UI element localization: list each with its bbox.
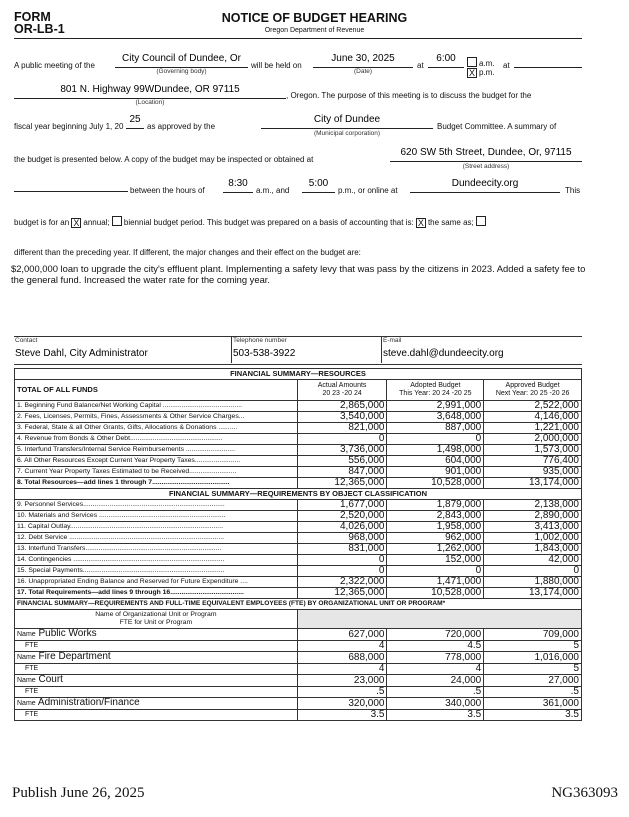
notice-text-4: fiscal year beginning July 1, 20 <box>14 122 124 131</box>
line-label: 3. Federal, State & all Other Grants, Gifts, Allocations & Donations .......... <box>15 423 298 434</box>
approved-value: 1,221,000 <box>484 423 582 434</box>
unit-row <box>15 698 582 710</box>
blank-field <box>14 185 128 192</box>
governing-body-value: City Council of Dundee, Or <box>122 53 241 64</box>
unit-name: Administration/Finance <box>37 697 140 708</box>
line-label: 2. Fees, Licenses, Permits, Fines, Assessments & Other Service Charges... <box>15 412 298 423</box>
actual-value: 847,000 <box>297 467 387 478</box>
header-divider <box>14 38 582 39</box>
adopted-value: 3,648,000 <box>387 412 484 423</box>
budget-changes-text: $2,000,000 loan to upgrade the city's effluent plant. Implementing a safety levy that was pass by the citizens in 2023. Added a safety fee to the general fund. Increased the water rate for the coming year. <box>11 263 586 285</box>
unit-row <box>15 675 582 687</box>
pm-label: p.m. <box>479 68 495 77</box>
adopted-value: 1,262,000 <box>387 544 484 555</box>
fte-value: 3.5 <box>297 710 387 721</box>
adopted-value: 10,528,000 <box>387 478 484 489</box>
requirements-row <box>15 566 582 577</box>
unit-name: Public Works <box>38 628 97 639</box>
total-all-funds-label: TOTAL OF ALL FUNDS <box>15 380 298 401</box>
actual-value: 821,000 <box>297 423 387 434</box>
name-label: Name <box>17 631 36 638</box>
financial-summary-table <box>14 368 582 721</box>
unit-amount: 361,000 <box>484 698 582 710</box>
approved-value: 776,400 <box>484 456 582 467</box>
adopted-budget-header: Adopted Budget This Year: 20 24 -20 25 <box>387 380 484 401</box>
fte-value: 4 <box>387 664 484 675</box>
requirements-section-header <box>15 489 582 500</box>
same-as-checkbox: X <box>417 218 424 228</box>
unit-amount: 27,000 <box>484 675 582 687</box>
location-value: 801 N. Highway 99WDundee, OR 97115 <box>60 84 240 95</box>
notice-text-1: A public meeting of the <box>14 61 95 70</box>
line-label: 11. Capital Outlay................................................................................. <box>15 522 298 533</box>
line-label: 14. Contingencies ................................................................................ <box>15 555 298 566</box>
fte-value: 5 <box>484 641 582 652</box>
approved-budget-header: Approved Budget Next Year: 20 25 -20 26 <box>484 380 582 401</box>
at-text: at <box>417 61 424 70</box>
approved-value: 2,890,000 <box>484 511 582 522</box>
actual-value: 2,865,000 <box>297 401 387 412</box>
page-title: NOTICE OF BUDGET HEARING <box>221 11 408 25</box>
contact-label: Contact <box>15 337 38 344</box>
approved-value: 1,843,000 <box>484 544 582 555</box>
resources-row <box>15 412 582 423</box>
name-label: Name <box>17 654 36 661</box>
line-label: 17. Total Requirements—add lines 9 through 16....................................... <box>15 588 298 599</box>
resources-row <box>15 445 582 456</box>
unit-name-cell <box>15 652 298 664</box>
line-label: 4. Revenue from Bonds & Other Debt................................................. <box>15 434 298 445</box>
phone-label: Telephone number <box>233 337 287 344</box>
approved-value: 1,002,000 <box>484 533 582 544</box>
fte-value: 5 <box>484 664 582 675</box>
approved-value: 0 <box>484 566 582 577</box>
unit-amount: 709,000 <box>484 629 582 641</box>
annual-label: annual; <box>83 218 110 227</box>
resources-row <box>15 467 582 478</box>
biennial-label: biennial budget period. This budget was prepared on a basis of accounting that is: <box>123 218 414 227</box>
name-label: Name <box>17 677 36 684</box>
actual-value: 0 <box>297 566 387 577</box>
unit-name: Court <box>38 674 63 685</box>
adopted-value: 1,498,000 <box>387 445 484 456</box>
line-label: 16. Unappropriated Ending Balance and Reserved for Future Expenditure .... <box>15 577 298 588</box>
notice-text-3: , Oregon. The purpose of this meeting is to discuss the budget for the <box>286 91 532 100</box>
resources-row <box>15 401 582 412</box>
at-text-2: at <box>503 61 510 70</box>
ad-code: NG363093 <box>551 785 618 801</box>
actual-value: 556,000 <box>297 456 387 467</box>
adopted-value: 887,000 <box>387 423 484 434</box>
online-value: Dundeecity.org <box>451 178 519 189</box>
fte-value: 3.5 <box>387 710 484 721</box>
actual-value: 1,677,000 <box>297 500 387 511</box>
adopted-value: 1,958,000 <box>387 522 484 533</box>
email-value: steve.dahl@dundeecity.org <box>383 348 504 359</box>
agency-name: Oregon Department of Revenue <box>264 27 365 34</box>
unit-amount: 688,000 <box>297 652 387 664</box>
fte-value: .5 <box>387 687 484 698</box>
fy-year-value: 25 <box>129 114 141 125</box>
adopted-value: 2,843,000 <box>387 511 484 522</box>
line-label: 8. Total Resources—add lines 1 through 7......................................... <box>15 478 298 489</box>
fte-section-header <box>15 599 582 610</box>
fte-value: 3.5 <box>484 710 582 721</box>
unit-row <box>15 652 582 664</box>
fte-section-title: FINANCIAL SUMMARY—REQUIREMENTS AND FULL-TIME EQUIVALENT EMPLOYEES (FTE) BY ORGANIZATIONAL UNIT OR PROGRAM* <box>15 599 582 610</box>
resources-row <box>15 434 582 445</box>
adopted-value: 0 <box>387 434 484 445</box>
fte-row <box>15 710 582 721</box>
unit-amount: 340,000 <box>387 698 484 710</box>
line-label: 10. Materials and Services ................................................................... <box>15 511 298 522</box>
actual-value: 12,365,000 <box>297 588 387 599</box>
approved-value: 4,146,000 <box>484 412 582 423</box>
hours-to-value: 5:00 <box>308 178 329 189</box>
fte-label: FTE <box>15 641 298 652</box>
notice-text-7: the budget is presented below. A copy of the budget may be inspected or obtained at <box>14 155 314 164</box>
requirements-row <box>15 500 582 511</box>
unit-name-cell <box>15 675 298 687</box>
street-address-value: 620 SW 5th Street, Dundee, Or, 97115 <box>400 147 572 158</box>
fte-row <box>15 687 582 698</box>
approved-value: 935,000 <box>484 467 582 478</box>
line-label: 6. All Other Resources Except Current Year Property Taxes........................ <box>15 456 298 467</box>
actual-value: 12,365,000 <box>297 478 387 489</box>
actual-value: 4,026,000 <box>297 522 387 533</box>
resources-row <box>15 456 582 467</box>
line-label: 9. Personnel Services........................................................................... <box>15 500 298 511</box>
form-number: OR-LB-1 <box>14 22 65 36</box>
actual-value: 0 <box>297 434 387 445</box>
unit-amount: 1,016,000 <box>484 652 582 664</box>
adopted-value: 604,000 <box>387 456 484 467</box>
line-label: 13. Interfund Transfers........................................................................ <box>15 544 298 555</box>
approved-value: 1,573,000 <box>484 445 582 456</box>
notice-text-2: will be held on <box>251 61 302 70</box>
requirements-row <box>15 522 582 533</box>
unit-name: Fire Department <box>38 651 111 662</box>
fte-label: FTE <box>15 664 298 675</box>
approved-value: 2,138,000 <box>484 500 582 511</box>
date-value: June 30, 2025 <box>331 53 395 64</box>
fte-value: .5 <box>297 687 387 698</box>
phone-value: 503-538-3922 <box>233 348 296 359</box>
annual-checkbox: X <box>73 218 80 228</box>
approved-value: 3,413,000 <box>484 522 582 533</box>
hours-from-value: 8:30 <box>228 178 248 189</box>
municipal-value: City of Dundee <box>313 114 381 125</box>
form-label: FORM <box>14 10 51 24</box>
street-address-caption: (Street address) <box>462 163 510 170</box>
notice-text-11: This <box>565 186 581 195</box>
approved-value: 42,000 <box>484 555 582 566</box>
requirements-row <box>15 511 582 522</box>
requirements-row <box>15 555 582 566</box>
notice-text-12: budget is for an <box>14 218 70 227</box>
adopted-value: 962,000 <box>387 533 484 544</box>
unit-amount: 23,000 <box>297 675 387 687</box>
notice-text-8: between the hours of <box>130 186 205 195</box>
am-checkbox <box>467 57 477 67</box>
adopted-value: 1,471,000 <box>387 577 484 588</box>
approved-value: 13,174,000 <box>484 478 582 489</box>
actual-value: 831,000 <box>297 544 387 555</box>
fte-head-shaded <box>297 610 581 629</box>
date-caption: (Date) <box>353 68 373 75</box>
adopted-value: 0 <box>387 566 484 577</box>
notice-text-5: as approved by the <box>147 122 216 131</box>
budget-period-line <box>14 216 488 228</box>
fte-value: 4.5 <box>387 641 484 652</box>
unit-amount: 24,000 <box>387 675 484 687</box>
am-option <box>467 57 495 68</box>
fte-row <box>15 641 582 652</box>
approved-value: 2,522,000 <box>484 401 582 412</box>
resources-row <box>15 423 582 434</box>
notice-text-10: p.m., or online at <box>338 186 398 195</box>
requirements-row <box>15 544 582 555</box>
adopted-value: 901,000 <box>387 467 484 478</box>
different-checkbox <box>476 216 486 226</box>
fte-value: .5 <box>484 687 582 698</box>
municipal-caption: (Municipal corporation) <box>313 130 381 137</box>
at-blank-field <box>514 55 582 68</box>
resources-section-header <box>15 369 582 380</box>
time-value: 6:00 <box>436 53 456 64</box>
biennial-checkbox <box>112 216 122 226</box>
actual-value: 3,540,000 <box>297 412 387 423</box>
actual-value: 2,520,000 <box>297 511 387 522</box>
requirements-section-title: FINANCIAL SUMMARY—REQUIREMENTS BY OBJECT CLASSIFICATION <box>15 489 582 500</box>
fte-head-label: Name of Organizational Unit or Program FTE for Unit or Program <box>15 610 298 629</box>
approved-value: 1,880,000 <box>484 577 582 588</box>
line-label: 12. Debt Service .................................................................................. <box>15 533 298 544</box>
notice-text-13: different than the preceding year. If different, the major changes and their effect on the budget are: <box>14 248 361 257</box>
pm-option <box>467 68 495 78</box>
notice-text-9: a.m., and <box>256 186 290 195</box>
adopted-value: 2,991,000 <box>387 401 484 412</box>
governing-body-caption: (Governing body) <box>156 68 207 75</box>
unit-name-cell <box>15 698 298 710</box>
same-as-label: the same as; <box>427 218 474 227</box>
fte-value: 4 <box>297 641 387 652</box>
requirements-row <box>15 588 582 599</box>
adopted-value: 1,879,000 <box>387 500 484 511</box>
contact-value: Steve Dahl, City Administrator <box>15 348 148 359</box>
contact-divider-1 <box>231 336 232 363</box>
fte-value: 4 <box>297 664 387 675</box>
resources-column-header <box>15 380 582 401</box>
actual-value: 2,322,000 <box>297 577 387 588</box>
email-label: E-mail <box>383 337 402 344</box>
location-caption: (Location) <box>135 99 165 106</box>
line-label: 1. Beginning Fund Balance/Net Working Capital .......................................... <box>15 401 298 412</box>
fte-label: FTE <box>15 710 298 721</box>
contact-divider-2 <box>381 336 382 363</box>
requirements-row <box>15 577 582 588</box>
actual-value: 0 <box>297 555 387 566</box>
unit-name-cell <box>15 629 298 641</box>
actual-amounts-header: Actual Amounts 20 23 -20 24 <box>297 380 387 401</box>
notice-text-6: Budget Committee. A summary of <box>437 122 557 131</box>
approved-value: 2,000,000 <box>484 434 582 445</box>
pm-checkbox: X <box>468 68 475 78</box>
actual-value: 968,000 <box>297 533 387 544</box>
unit-amount: 720,000 <box>387 629 484 641</box>
line-label: 15. Special Payments........................................................................... <box>15 566 298 577</box>
name-label: Name <box>17 700 36 707</box>
line-label: 7. Current Year Property Taxes Estimated to be Received......................... <box>15 467 298 478</box>
actual-value: 3,736,000 <box>297 445 387 456</box>
unit-amount: 627,000 <box>297 629 387 641</box>
fte-row <box>15 664 582 675</box>
approved-value: 13,174,000 <box>484 588 582 599</box>
adopted-value: 152,000 <box>387 555 484 566</box>
publish-date: Publish June 26, 2025 <box>12 785 145 801</box>
fte-label: FTE <box>15 687 298 698</box>
fte-column-header <box>15 610 582 629</box>
requirements-row <box>15 533 582 544</box>
resources-row <box>15 478 582 489</box>
adopted-value: 10,528,000 <box>387 588 484 599</box>
resources-section-title: FINANCIAL SUMMARY—RESOURCES <box>15 369 582 380</box>
unit-row <box>15 629 582 641</box>
am-label: a.m. <box>479 59 495 68</box>
line-label: 5. Interfund Transfers/Internal Service Reimbursements .......................... <box>15 445 298 456</box>
unit-amount: 778,000 <box>387 652 484 664</box>
unit-amount: 320,000 <box>297 698 387 710</box>
